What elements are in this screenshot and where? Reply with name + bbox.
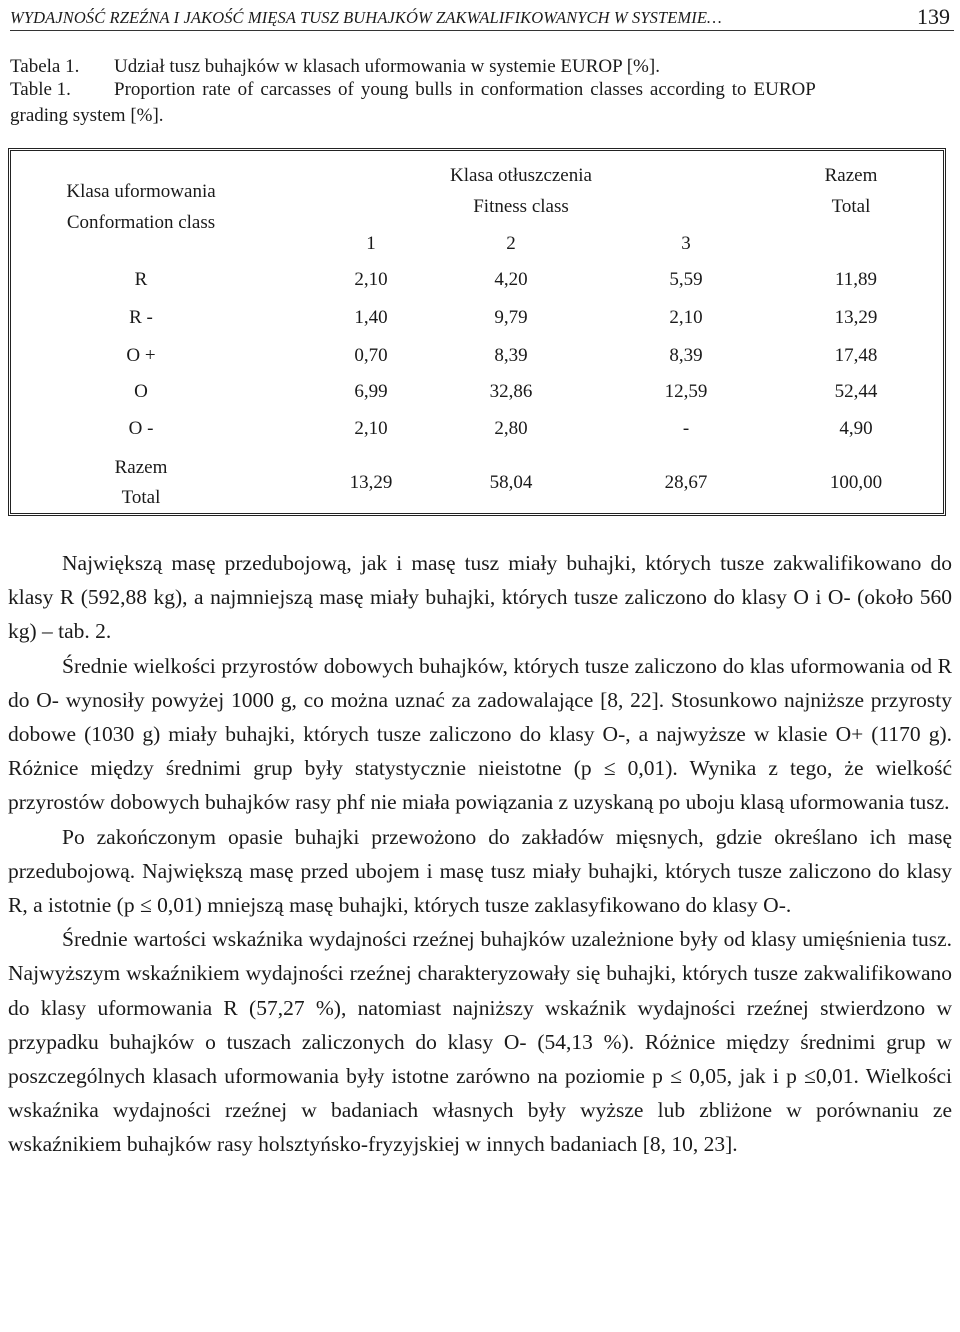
row-fitness-2: 8,39 — [494, 345, 528, 366]
row-total: 52,44 — [834, 381, 878, 402]
sum-total: 100,00 — [829, 472, 883, 493]
row-fitness-3: 2,10 — [669, 307, 703, 328]
row-fitness-1: 1,40 — [354, 307, 388, 328]
row-total: 11,89 — [834, 269, 878, 290]
running-title: WYDAJNOŚĆ RZEŹNA I JAKOŚĆ MIĘSA TUSZ BUHAJKÓW ZAKWALIFIKOWANYCH W SYSTEMIE… — [10, 8, 722, 27]
sum-fitness-3: 28,67 — [664, 472, 708, 493]
row-fitness-3: 8,39 — [669, 345, 703, 366]
row-total: 13,29 — [834, 307, 878, 328]
page-number: 139 — [917, 4, 950, 29]
row-fitness-1: 6,99 — [354, 381, 388, 402]
row-class: R — [134, 269, 148, 290]
conformation-table — [8, 148, 946, 516]
row-fitness-1: 0,70 — [354, 345, 388, 366]
row-fitness-2: 9,79 — [494, 307, 528, 328]
caption-text-en-continued: grading system [%]. — [10, 105, 164, 126]
row-class: O + — [126, 345, 156, 366]
caption-label-pl: Tabela 1. — [10, 56, 80, 77]
paragraph-2: Średnie wielkości przyrostów dobowych buhajków, których tusze zaliczono do klas uformowania od R do O- wynosiły powyżej 1000 g, co można uznać za zadowalające [8, 22]. Stosunkowo najniższe przyrosty dobowe (1030 g) miały buhajki, których tusze zaliczono do klasy O-, a najwyższe w klasie O+ (1170 g). Różnice między średnimi grup były statystycznie nieistotne (p ≤ 0,01). Wynika z tego, że wielkość przyrostów dobowych buhajków rasy phf nie miała powiązania z uzyskaną po uboju klasą uformowania tusz. — [8, 653, 952, 815]
row-fitness-2: 32,86 — [489, 381, 533, 402]
header-total-pl: Razem — [824, 165, 878, 186]
body-text — [8, 546, 952, 1162]
header-conformation-pl: Klasa uformowania — [66, 181, 216, 202]
header-fitness-2: 2 — [506, 233, 516, 254]
header-fitness-en: Fitness class — [473, 196, 569, 217]
row-fitness-3: 5,59 — [669, 269, 703, 290]
row-total: 4,90 — [839, 418, 873, 439]
caption-text-pl: Udział tusz buhajków w klasach uformowania w systemie EUROP [%]. — [114, 56, 660, 77]
row-fitness-3: 12,59 — [664, 381, 708, 402]
row-class: O - — [128, 418, 154, 439]
header-fitness-pl: Klasa otłuszczenia — [450, 165, 592, 186]
header-fitness-3: 3 — [681, 233, 691, 254]
caption-label-en: Table 1. — [10, 79, 71, 100]
header-fitness-1: 1 — [366, 233, 376, 254]
sum-label-en: Total — [121, 487, 161, 508]
row-fitness-1: 2,10 — [354, 418, 388, 439]
paragraph-1: Największą masę przedubojową, jak i masę tusz miały buhajki, których tusze zakwalifikowano do klasy R (592,88 kg), a najmniejszą masę miały buhajki, których tusze zaliczono do klasy O i O- (około 560 kg) – tab. 2. — [8, 551, 952, 644]
header-total-en: Total — [831, 196, 871, 217]
row-fitness-2: 2,80 — [494, 418, 528, 439]
row-total: 17,48 — [834, 345, 878, 366]
row-fitness-3: - — [682, 418, 690, 439]
caption-text-en: Proportion rate of carcasses of young bulls in conformation classes according to EUROP — [114, 79, 816, 100]
running-header — [10, 6, 954, 31]
sum-fitness-2: 58,04 — [489, 472, 533, 493]
sum-fitness-1: 13,29 — [349, 472, 393, 493]
row-fitness-2: 4,20 — [494, 269, 528, 290]
row-fitness-1: 2,10 — [354, 269, 388, 290]
paragraph-3: Po zakończonym opasie buhajki przewożono do zakładów mięsnych, gdzie określano ich masę przedubojową. Największą masę przed ubojem i masę tusz miały buhajki, których tusze zaliczono do klasy R, a istotnie (p ≤ 0,01) mniejszą masę buhajki, których tusze zaklasyfikowano do klasy O-. — [8, 824, 952, 918]
sum-label-pl: Razem — [114, 457, 168, 478]
row-class: R - — [129, 307, 153, 328]
row-class: O — [134, 381, 148, 402]
paragraph-4: Średnie wartości wskaźnika wydajności rzeźnej buhajków uzależnione były od klasy umięśnienia tusz. Najwyższym wskaźnikiem wydajności rzeźnej charakteryzowały się buhajki, których tusze zakwalifikowano do klasy uformowania R (57,27 %), natomiast najniższy wskaźnik wydajności rzeźnej stwierdzono w przypadku buhajków o tuszach zaliczonych do klasy O- (54,13 %). Różnice między średnimi grup w poszczególnych klasach uformowania były istotne zarówno na poziomie p ≤ 0,05, jak i p ≤0,01. Wielkości wskaźnika wydajności rzeźnej w badaniach własnych były wyższe lub zbliżone w porównaniu ze wskaźnikiem buhajków rasy holsztyńsko-fryzyjskiej w innych badaniach [8, 10, 23]. — [8, 927, 952, 1157]
header-conformation-en: Conformation class — [66, 212, 216, 233]
